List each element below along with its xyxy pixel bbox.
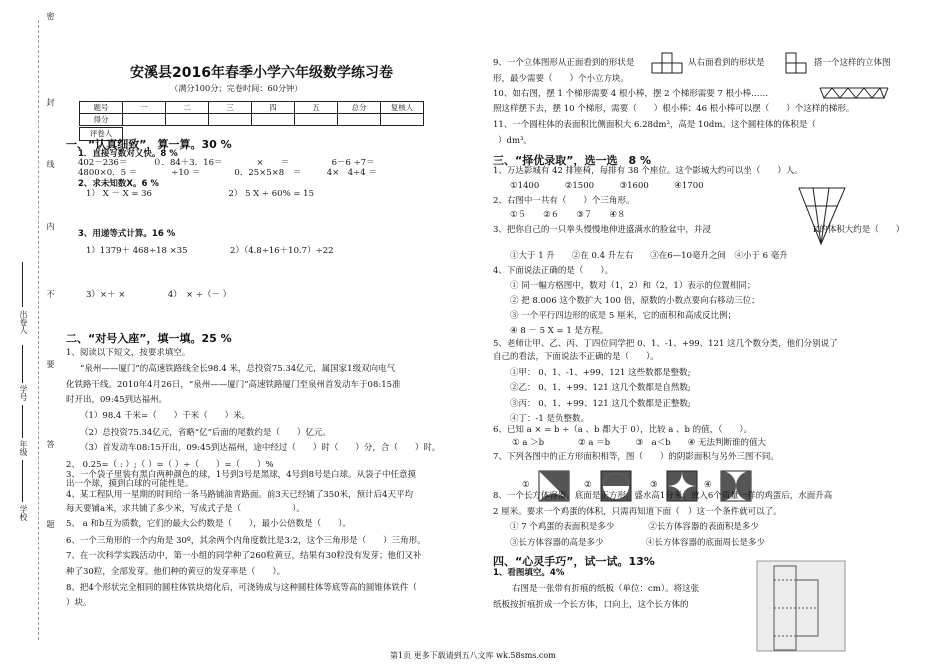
- side-view-icon: [785, 52, 809, 74]
- q9-text-3: 搭一个这样的立体图: [814, 58, 891, 68]
- s3-q3-options: ①大于 1 升 ②在 0.4 升左右 ③在6—10毫升之间 ④小于 6 毫升: [510, 251, 788, 261]
- s3-q2: 2、右图中一共有（ ）个三角形。: [493, 196, 635, 206]
- s4-q1-line-1: 右图是一张带有折痕的纸板（单位：cm）。将这张: [512, 584, 700, 594]
- s3-q4-option-2: ② 把 8.006 这个数扩大 100 倍，原数的小数点要向右移动三位；: [510, 296, 760, 306]
- margin-char: 要: [46, 360, 55, 368]
- page-footer: 第1页 更多下载请到五八文库 wk.58sms.com: [390, 651, 556, 660]
- s3-q5-option-1: ①甲： 0、1、-1、+99、121 这些数都是整数;: [510, 368, 691, 378]
- q2: 2、 0.25=（ : ）;（ ）=（ ）÷（ ）=（ ）%: [66, 460, 274, 470]
- calc-row-1: 402－236＝ ０．84＋3．16＝ × ＝ 6－6 ÷7＝: [78, 158, 375, 168]
- margin-char: 内: [46, 222, 55, 230]
- margin-char: 密: [46, 12, 55, 20]
- score-table-header-row: [80, 102, 424, 114]
- s3-q4-option-3: ③ 一个平行四边形的底是 5 厘米，它的面积和高成反比例；: [510, 311, 737, 321]
- q10-line-1: 10、如右图，摆 1 个梯形需要 4 根小棒，摆 2 个梯形需要 7 根小棒……: [493, 89, 769, 99]
- section-3-title: 三、“择优录取”，选一选 8 %: [493, 154, 651, 167]
- score-cell: 三: [209, 102, 252, 114]
- page-subtitle: （满分100分；完卷时间：60分钟）: [170, 83, 303, 93]
- grader-box: 评卷人: [79, 127, 123, 141]
- section-4-title: 四、“心灵手巧”，试一试。13%: [493, 555, 655, 568]
- q7-line-2: 种了30粒，全部发芽。他们种的黄豆的发芽率是（ ）。: [66, 567, 286, 577]
- q9-text-2: 从右面看到的形状是: [688, 58, 765, 68]
- q9-text-4: 形，最少需要（ ）个小立方块。: [493, 74, 630, 84]
- q6: 6、一个三角形的一个内角是 30º，其余两个内角度数比是3:2，这个三角形是（ ）三角形。: [66, 536, 426, 546]
- score-table: [79, 101, 424, 126]
- score-input-cell[interactable]: [209, 114, 252, 126]
- s3-q6-options: ① a ＞b ② a ＝b ③ a＜b ④ 无法判断谁的值大: [512, 438, 767, 448]
- q1-sub-3: （3）首发动车08:15开出，09:45到达福州，途中经过（ ）时（ ）分，合（ ）时。: [80, 443, 441, 453]
- q1-intro: 1、阅读以下短文，按要求填空。: [66, 348, 191, 358]
- q7-line-1: 7、在一次科学实践活动中，第一小组的同学种了260粒黄豆，结果有30粒没有发芽；他们又补: [66, 551, 422, 561]
- s3-q5-option-3: ③丙： 0、1、+99、121 这几个数都是正整数;: [510, 399, 691, 409]
- s3-q5-option-4: ④丁：-1 是负整数。: [510, 414, 589, 424]
- grade-label: 年级: [19, 440, 28, 456]
- section-1-q3: 3、用递等式计算。16 %: [78, 229, 176, 239]
- figure-label-1: ①: [522, 480, 530, 490]
- q3-line-2: 出一个球，摸到白球的可能性是。: [66, 479, 194, 489]
- q4-line-1: 4、某工程队用一星期的时间给一条马路铺油青路面。前3天已经铺了350米，预计后4天平均: [66, 490, 413, 500]
- margin-char: 不: [46, 290, 55, 298]
- grade-line: [22, 405, 23, 438]
- score-cell: 复核人: [381, 102, 424, 114]
- page-title: 安溪县2016年春季小学六年级数学练习卷: [130, 65, 393, 81]
- margin-char: 题: [46, 520, 55, 528]
- q10-line-2: 照这样摆下去，摆 10 个梯形，需要（ ）根小棒；46 根小棒可以摆（ ）个这样的梯形。: [493, 104, 855, 114]
- s3-q8-option-1: ① 7 个鸡蛋的表面积是多少 ②长方体容器的表面积是多少: [510, 522, 759, 532]
- s3-q1: 1、万达影城有 42 排座椅，每排有 38 个座位。这个影城大约可以坐（ ）人。: [493, 166, 803, 176]
- s3-q8-line-1: 8、一个长方体容器，底面是正方形，盛水高1分米。放入6个质量一样的鸡蛋后，水面升高: [493, 491, 833, 501]
- s3-q5-line-1: 5、老师让甲、乙、丙、丁四位同学把 0、1、-1、+99、121 这几个数分类，他们分别说了: [493, 339, 838, 349]
- figure-label-4: ④: [704, 480, 712, 490]
- score-cell: 题号: [80, 102, 123, 114]
- q8-line-1: 8、把4个形状完全相同的圆柱体铁块熔化后，可浇铸成与这种圆柱体等底等高的圆锥体铁件（: [66, 583, 417, 593]
- score-cell: 总分: [338, 102, 381, 114]
- s3-q2-options: ①５ ②６ ③７ ④８: [510, 210, 626, 220]
- score-row-label: 得分: [80, 114, 123, 126]
- number-label: 学号: [19, 385, 28, 401]
- calc-row-2: 4800×0．5 ＝ ÷10 ＝ 0．25×5×8 ＝ 4× 4÷4 ＝: [78, 168, 377, 178]
- score-input-cell[interactable]: [381, 114, 424, 126]
- q11-line-2: ）dm³。: [498, 136, 532, 146]
- s3-q7: 7、下列各图中的正方形面积相等，图（ ）的阴影面积与另外三图不同。: [493, 452, 779, 462]
- school-label: 学校: [19, 505, 28, 521]
- expression-row-1: 1）1379＋ 468÷18 ×35 2）（4.8÷16＋10.7）÷22: [86, 246, 334, 256]
- q8-line-2: ）块。: [66, 598, 92, 608]
- score-input-cell[interactable]: [123, 114, 166, 126]
- score-input-cell[interactable]: [295, 114, 338, 126]
- s3-q1-options: ①1400 ②1500 ③1600 ④1700: [510, 181, 704, 191]
- q3-line-1: 3、一个袋子里装有黑白两种颜色的球，1号到3号是黑球，4号到8号是白球。从袋子中任意摸: [66, 470, 417, 480]
- margin-char: 线: [46, 160, 55, 168]
- q1-sub-2: （2）总投资75.34亿元，省略“亿”后面的尾数约是（ ）亿元。: [80, 428, 331, 438]
- figure-label-3: ③: [650, 480, 658, 490]
- s3-q5-line-2: 自己的看法，下面说法不正确的是（ ）。: [493, 352, 659, 362]
- score-cell: 四: [252, 102, 295, 114]
- score-cell: 一: [123, 102, 166, 114]
- q9-text-1: 9、一个立体图形从正面看到的形状是: [493, 58, 635, 68]
- s3-q3: 3、把你自己的一只拳头慢慢地伸进盛满水的脸盆中，并浸 K的体积大约是（ ）: [493, 225, 905, 235]
- section-1-q1: 1．直接写数对又快。8 %: [78, 149, 178, 159]
- s3-q4: 4、下面说法正确的是（ ）。: [493, 266, 614, 276]
- s3-q8-option-2: ③长方体容器的高是多少 ④长方体容器的底面周长是多少: [510, 538, 766, 548]
- q4-line-2: 每天要铺a米，求共铺了多少米，写成式子是（ ）。: [66, 504, 305, 514]
- equation-row: 1） X － X = 36 2） 5 X ÷ 60% = 15: [86, 189, 314, 199]
- school-line: [22, 460, 23, 502]
- score-cell: 五: [295, 102, 338, 114]
- s4-q1: 1、看图填空。4%: [493, 568, 565, 578]
- expression-row-2: 3）×＋ × 4） × ÷（－ ）: [86, 290, 232, 300]
- figure-label-2: ②: [584, 480, 592, 490]
- section-1-q2: 2、求未知数X。6 %: [78, 179, 159, 189]
- score-input-cell[interactable]: [166, 114, 209, 126]
- name-label: 出卷人: [19, 310, 28, 334]
- name-line: [22, 262, 23, 307]
- triangle-figure-icon: [797, 186, 847, 246]
- s3-q8-line-2: 2 厘米。要求一个鸡蛋的体积，只需再知道下面（ ）这一个条件就可以了。: [493, 507, 782, 517]
- q11-line-1: 11、一个圆柱体的表面积比侧面积大 6.28dm²，高是 10dm。这个圆柱体的体积是（: [493, 120, 816, 130]
- margin-char: 答: [46, 440, 55, 448]
- s3-q4-option-4: ④ 8 － 5 X = 1 是方程。: [510, 326, 609, 336]
- score-cell: 二: [166, 102, 209, 114]
- score-input-cell[interactable]: [252, 114, 295, 126]
- s3-q6: 6、已知 a × = b ÷（a 、b 都大于 0），比较 a 、b 的值，（ ）。: [493, 425, 753, 435]
- folded-board-diagram-icon: [756, 560, 846, 652]
- margin-char: 封: [46, 98, 55, 106]
- q1-paragraph-1: “泉州——厦门”的高速铁路线全长98.4 米，总投资75.34亿元，属国家1级双向电气: [80, 364, 396, 374]
- s3-q5-option-2: ②乙： 0、1、+99、121 这几个数都是自然数;: [510, 383, 691, 393]
- trapezoid-sticks-icon: [818, 86, 890, 100]
- margin-dashed-line: [38, 20, 39, 640]
- score-table-score-row: [80, 114, 424, 126]
- s4-q1-line-2: 纸板按折痕折成一个长方体，口向上，这个长方体的: [493, 600, 689, 610]
- q5: 5、 a 和b互为质数，它们的最大公约数是（ ），最小公倍数是（ ）。: [66, 519, 351, 529]
- score-input-cell[interactable]: [338, 114, 381, 126]
- s3-q4-option-1: ① 同一幅方格图中，数对（1，2）和（2，1）表示的位置相同；: [510, 281, 756, 291]
- front-view-icon: [651, 52, 685, 74]
- q1-paragraph-3: 时开出，09:45到达福州。: [66, 395, 167, 405]
- section-1-title: 一、“认真细致”，算一算。30 %: [66, 138, 232, 151]
- q1-sub-1: （1）98.4 千米=（ ）千米（ ）米。: [80, 411, 251, 421]
- number-line: [22, 345, 23, 383]
- section-2-title: 二、“对号入座”，填一填。25 %: [66, 332, 232, 345]
- q1-paragraph-2: 化铁路干线。2010年4月26日，“泉州——厦门”高速铁路厦门至泉州首发动车于08:15准: [66, 380, 401, 390]
